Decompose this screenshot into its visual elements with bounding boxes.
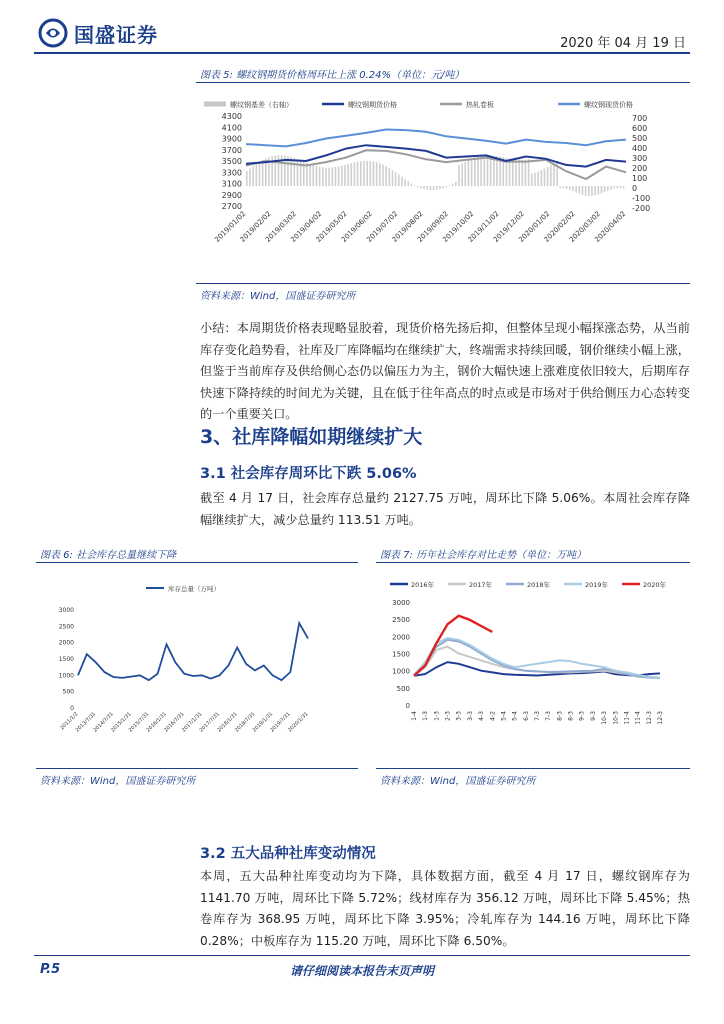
fig7-xtick: 3-3 — [466, 711, 474, 721]
fig5-basis-bar — [389, 168, 391, 186]
fig6-legend-label: 库存总量（万吨） — [168, 585, 220, 593]
fig5-basis-bar — [398, 175, 400, 186]
fig7-xtick: 8-3 — [567, 711, 575, 721]
fig6-xtick: 2011/1/2 — [59, 711, 80, 732]
fig5-chart — [196, 90, 690, 280]
fig7-ytick: 1000 — [392, 667, 410, 676]
fig5-basis-bar — [569, 186, 571, 190]
fig5-basis-bar — [347, 164, 349, 186]
fig6-xtick: 2020/1/31 — [287, 711, 310, 734]
fig5-basis-bar — [294, 158, 296, 186]
fig5-xtick: 2019/02/02 — [238, 209, 273, 244]
fig6-xtick: 2015/7/31 — [127, 711, 151, 734]
fig5-ytick-left: 3900 — [221, 134, 242, 144]
fig5-basis-bar — [582, 186, 584, 195]
fig7-legend-label: 2017年 — [469, 581, 493, 589]
fig5-ytick-left: 3100 — [221, 179, 242, 189]
fig6-xtick: 2018/1/31 — [216, 711, 239, 734]
fig5-basis-bar — [436, 186, 438, 190]
fig5-basis-bar — [560, 186, 562, 188]
fig5-basis-bar — [601, 186, 603, 193]
fig5-basis-bar — [490, 155, 492, 186]
fig5-basis-bar — [354, 162, 356, 186]
fig5-ytick-left: 3300 — [221, 168, 242, 178]
fig5-caption-rule — [196, 82, 690, 83]
fig7-xtick: 9-3 — [589, 711, 597, 721]
fig5-basis-bar — [446, 186, 448, 187]
footer-disclaimer: 请仔细阅读本报告末页声明 — [289, 964, 434, 978]
fig6-caption: 图表 6: 社会库存总量继续下降 — [40, 550, 177, 561]
fig5-basis-bar — [610, 186, 612, 190]
fig5-basis-bar — [598, 186, 600, 195]
fig6-ytick: 1000 — [58, 672, 74, 680]
fig5-legend-label: 螺纹钢基差（右轴） — [230, 101, 293, 109]
fig5-basis-bar — [366, 161, 368, 186]
fig5-basis-bar — [518, 160, 520, 186]
fig5-xtick: 2019/06/02 — [339, 209, 375, 244]
fig5-basis-bar — [547, 167, 549, 186]
fig7-ytick: 3000 — [392, 599, 410, 607]
fig6-caption-rule — [36, 562, 358, 563]
fig7-xtick: 11-4 — [623, 711, 631, 725]
fig5-basis-bar — [623, 186, 625, 188]
fig5-basis-bar — [351, 163, 353, 186]
fig7-source: 资料来源：Wind，国盛证券研究所 — [380, 776, 536, 787]
fig5-basis-bar — [461, 164, 463, 186]
fig5-basis-bar — [322, 167, 324, 186]
subsection-3-1-title: 3.1 社会库存周环比下跌 5.06% — [200, 466, 417, 482]
fig5-basis-bar — [357, 162, 359, 186]
fig5-basis-bar — [541, 170, 543, 186]
fig5-basis-bar — [313, 165, 315, 186]
fig7-legend-label: 2016年 — [411, 581, 435, 589]
fig6-ytick: 2500 — [58, 623, 74, 631]
fig5-line-spot — [246, 130, 626, 147]
fig5-basis-bar — [252, 166, 254, 186]
brand-mark-icon — [38, 18, 68, 48]
fig5-basis-bar — [617, 186, 619, 188]
fig5-basis-bar — [512, 159, 514, 186]
fig6-xtick: 2016/1/31 — [145, 711, 168, 734]
fig5-ytick-right: 600 — [632, 124, 648, 133]
fig7-xtick: 3-3 — [455, 711, 463, 721]
fig7-xtick: 1-3 — [433, 711, 441, 721]
fig5-basis-bar — [566, 186, 568, 189]
fig5-basis-bar — [522, 160, 524, 186]
fig5-basis-bar — [297, 159, 299, 186]
fig5-basis-bar — [262, 160, 264, 186]
fig5-ytick-right: 700 — [632, 114, 648, 123]
fig5-basis-bar — [550, 165, 552, 186]
fig5-basis-bar — [620, 186, 622, 188]
fig7-xtick: 1-3 — [422, 711, 430, 721]
fig5-source: 资料来源：Wind，国盛证券研究所 — [200, 291, 356, 302]
fig5-basis-bar — [537, 172, 539, 186]
fig7-xtick: 8-3 — [556, 711, 564, 721]
fig5-ytick-right: -200 — [632, 204, 651, 213]
fig5-basis-bar — [370, 161, 372, 186]
fig5-basis-bar — [515, 159, 517, 186]
fig6-ytick: 0 — [70, 705, 74, 712]
fig7-xtick: 9-3 — [578, 711, 586, 721]
fig5-basis-bar — [433, 186, 435, 190]
fig6-ytick: 2000 — [58, 639, 74, 647]
fig6-xtick: 2017/1/31 — [180, 711, 204, 734]
fig5-basis-bar — [607, 186, 609, 191]
fig5-basis-bar — [427, 186, 429, 190]
fig7-ytick: 1500 — [392, 650, 410, 659]
fig5-basis-bar — [465, 162, 467, 186]
summary-paragraph: 小结：本周期货价格表现略显胶着，现货价格先扬后抑，但整体呈现小幅探涨态势，从当前库存变化趋势看，社库及厂库降幅均在继续扩大，终端需求持续回暖，钢价继续小幅上涨，但鉴于当前库存及供给侧心态仍以偏压力为主，钢价大幅快速上涨难度依旧较大，后期库存快速下降持续的时间尤为关键，且在低于往年高点的时点或是市场对于供给侧压力心态转变的一个重要关口。 — [200, 321, 690, 421]
fig7-xtick: 2-3 — [444, 711, 452, 721]
fig5-ytick-left: 3700 — [221, 145, 242, 155]
fig5-xtick: 2019/11/02 — [466, 209, 501, 244]
fig5-basis-bar — [338, 166, 340, 186]
report-date: 2020 年 04 月 19 日 — [560, 36, 686, 51]
fig7-ytick: 2500 — [392, 616, 410, 625]
fig6-source-rule — [36, 768, 358, 769]
fig6-xtick: 2019/7/31 — [269, 711, 292, 734]
fig5-basis-bar — [417, 186, 419, 187]
fig5-basis-bar — [363, 161, 365, 186]
fig5-basis-bar — [604, 186, 606, 192]
fig5-basis-bar — [449, 185, 451, 186]
fig5-ytick-right: 0 — [632, 184, 638, 193]
fig5-legend-label: 热轧卷板 — [466, 101, 494, 109]
fig5-basis-bar — [401, 177, 403, 186]
fig7-xtick: 4-3 — [478, 711, 486, 721]
fig5-basis-bar — [572, 186, 574, 191]
fig5-basis-bar — [256, 164, 258, 186]
fig5-basis-bar — [249, 169, 251, 186]
fig5-basis-bar — [344, 165, 346, 186]
fig5-basis-bar — [319, 167, 321, 186]
fig5-basis-bar — [382, 165, 384, 186]
fig5-xtick: 2020/01/02 — [517, 209, 552, 244]
fig5-basis-bar — [594, 186, 596, 195]
fig5-basis-bar — [563, 186, 565, 188]
fig5-basis-bar — [423, 186, 425, 189]
fig5-xtick: 2019/03/02 — [263, 209, 299, 244]
fig7-ytick: 500 — [396, 684, 410, 693]
fig6-ytick: 3000 — [58, 607, 74, 614]
fig7-xtick: 6-3 — [522, 711, 530, 721]
fig5-ytick-right: 500 — [632, 134, 648, 143]
fig5-basis-bar — [474, 158, 476, 186]
fig5-legend-label: 螺纹钢期货价格 — [348, 101, 397, 109]
fig7-xtick: 12-3 — [657, 711, 664, 725]
fig5-legend-label: 螺纹钢现货价格 — [584, 101, 633, 109]
fig5-basis-bar — [385, 166, 387, 186]
fig5-basis-bar — [341, 166, 343, 186]
fig5-basis-bar — [591, 186, 593, 196]
fig5-basis-bar — [325, 168, 327, 186]
fig5-ytick-right: 300 — [632, 154, 648, 163]
fig5-basis-bar — [332, 167, 334, 186]
fig5-basis-bar — [360, 161, 362, 186]
fig5-basis-bar — [458, 165, 460, 186]
fig6-xtick: 2016/7/31 — [163, 711, 186, 734]
fig6-chart — [36, 570, 358, 765]
fig7-ytick: 2000 — [392, 633, 410, 642]
fig6-xtick: 2018/7/31 — [233, 711, 257, 734]
fig5-xtick: 2019/04/02 — [289, 209, 324, 244]
fig5-basis-bar — [309, 164, 311, 186]
fig7-legend-label: 2019年 — [585, 581, 609, 589]
header-rule — [34, 52, 690, 54]
fig5-basis-bar — [259, 162, 261, 186]
fig5-xtick: 2019/09/02 — [415, 209, 451, 244]
fig6-xtick: 2014/7/31 — [92, 711, 115, 734]
fig5-basis-bar — [480, 156, 482, 186]
subsection-3-2-body: 本周，五大品种社库变动均为下降，具体数据方面，截至 4 月 17 日，螺纹钢库存为 1141.70 万吨，周环比下降 5.72%；线材库存为 356.12 万吨，周环比下降 5.45%；热卷库存为 368.95 万吨，周环比下降 3.95%；冷轧库存为 144.16 万吨，周环比下降 0.28%；中板库存为 115.20 万吨，周环比下降 6.50%。 — [200, 869, 690, 948]
fig5-basis-bar — [376, 162, 378, 186]
fig5-basis-bar — [395, 172, 397, 186]
subsection-3-1-body: 截至 4 月 17 日，社会库存总量约 2127.75 万吨，周环比下降 5.06%。本周社会库存降幅继续扩大，减少总量约 113.51 万吨。 — [200, 491, 690, 527]
fig6-xtick: 2019/1/31 — [251, 711, 275, 734]
fig5-basis-bar — [484, 156, 486, 186]
fig7-xtick: 5-4 — [511, 711, 519, 721]
fig5-basis-bar — [471, 159, 473, 186]
fig5-basis-bar — [373, 161, 375, 186]
fig5-basis-bar — [379, 163, 381, 186]
fig6-source: 资料来源：Wind，国盛证券研究所 — [40, 776, 196, 787]
page-number: P.5 — [40, 962, 61, 977]
footer-rule — [34, 955, 690, 956]
fig5-basis-bar — [534, 173, 536, 186]
brand-name: 国盛证券 — [74, 22, 158, 47]
fig5-basis-bar — [477, 157, 479, 186]
fig5-caption: 图表 5: 螺纹钢期货价格周环比上涨 0.24%（单位：元/吨） — [200, 70, 465, 81]
fig5-xtick: 2020/03/02 — [567, 209, 603, 244]
fig7-xtick: 5-4 — [500, 711, 508, 721]
fig5-xtick: 2020/02/02 — [542, 209, 577, 244]
fig5-ytick-right: -100 — [632, 194, 651, 203]
fig5-basis-bar — [439, 186, 441, 189]
fig5-ytick-left: 2700 — [221, 202, 242, 211]
fig5-ytick-left: 4100 — [221, 123, 242, 133]
fig5-basis-bar — [392, 170, 394, 186]
fig5-xtick: 2019/10/02 — [441, 209, 476, 244]
fig5-basis-bar — [246, 171, 248, 186]
fig5-basis-bar — [455, 182, 457, 186]
fig5-basis-bar — [408, 181, 410, 186]
brand-logo — [38, 18, 158, 48]
section-3-title: 3、社库降幅如期继续扩大 — [200, 426, 423, 448]
fig5-basis-bar — [316, 166, 318, 186]
fig5-basis-bar — [531, 174, 533, 186]
fig6-ytick: 1500 — [58, 656, 74, 663]
fig5-ytick-left: 4300 — [221, 112, 242, 121]
fig5-xtick: 2019/05/02 — [314, 209, 349, 244]
fig5-basis-bar — [575, 186, 577, 192]
fig5-xtick: 2019/01/02 — [213, 209, 248, 244]
fig5-ytick-left: 3500 — [221, 157, 242, 166]
fig5-xtick: 2019/12/02 — [491, 209, 527, 244]
fig7-xtick: 11-4 — [634, 711, 642, 725]
fig7-xtick: 7-3 — [534, 711, 541, 721]
fig7-xtick: 7-3 — [545, 711, 553, 721]
fig5-basis-bar — [290, 157, 292, 186]
fig5-xtick: 2019/07/02 — [365, 209, 400, 244]
fig7-xtick: 10-3 — [601, 711, 609, 725]
fig5-basis-bar — [528, 159, 530, 186]
fig7-xtick: 12-3 — [645, 711, 653, 725]
fig5-basis-bar — [525, 160, 527, 186]
fig6-ytick: 500 — [62, 688, 74, 696]
fig7-xtick: 1-4 — [411, 711, 418, 721]
fig5-basis-bar — [335, 167, 337, 186]
fig7-caption: 图表 7: 历年社会库存对比走势（单位：万吨） — [380, 550, 587, 561]
fig5-ytick-right: 100 — [632, 174, 648, 183]
fig5-basis-bar — [468, 160, 470, 186]
fig6-xtick: 2015/1/31 — [110, 711, 133, 734]
fig6-xtick: 2017/7/31 — [198, 711, 221, 734]
fig5-xtick: 2020/04/02 — [593, 209, 628, 244]
fig5-ytick-right: 200 — [632, 164, 648, 173]
fig5-basis-bar — [442, 186, 444, 188]
fig5-basis-bar — [487, 155, 489, 186]
fig5-basis-bar — [613, 186, 615, 189]
fig5-basis-bar — [553, 163, 555, 186]
fig7-xtick: 10-3 — [612, 711, 620, 725]
fig5-basis-bar — [414, 185, 416, 186]
fig7-chart — [376, 570, 690, 765]
fig5-basis-bar — [430, 186, 432, 190]
fig6-xtick: 2013/7/31 — [74, 711, 98, 734]
subsection-3-2-title: 3.2 五大品种社库变动情况 — [200, 846, 376, 862]
fig5-ytick-right: 400 — [632, 144, 648, 153]
fig5-basis-bar — [452, 184, 454, 186]
fig5-basis-bar — [588, 186, 590, 196]
fig6-line-stock — [78, 623, 308, 680]
fig5-basis-bar — [420, 186, 422, 188]
fig5-source-rule — [196, 283, 690, 284]
fig5-xtick: 2019/08/02 — [390, 209, 425, 244]
fig5-basis-bar — [579, 186, 581, 194]
fig7-ytick: 0 — [405, 702, 410, 710]
fig5-basis-bar — [411, 183, 413, 186]
fig7-legend-label: 2020年 — [643, 581, 667, 589]
fig5-basis-bar — [404, 179, 406, 186]
fig5-basis-bar — [328, 168, 330, 186]
fig7-caption-rule — [376, 562, 690, 563]
fig5-basis-bar — [585, 186, 587, 196]
fig7-legend-label: 2018年 — [527, 581, 551, 589]
fig7-xtick: 4-2 — [489, 711, 497, 721]
fig5-ytick-left: 2900 — [221, 190, 242, 200]
fig7-source-rule — [376, 768, 690, 769]
fig5-basis-bar — [544, 169, 546, 186]
